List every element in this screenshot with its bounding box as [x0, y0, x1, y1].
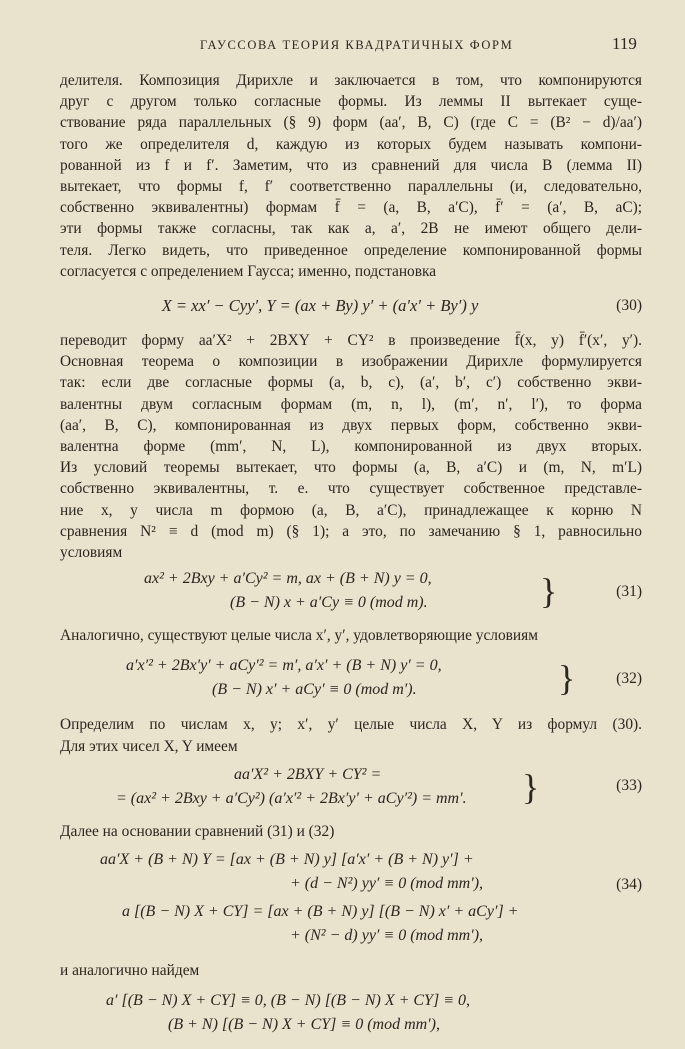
equation-32	[60, 654, 642, 706]
text-line: ствование ряда параллельных (§ 9) форм (aa′, B, C) (где C = (B² − d)/aa′)	[60, 114, 642, 132]
paragraph-similarly	[60, 960, 642, 981]
text-line: вытекает, что формы f, f′ соответственно параллельны (и, следовательно,	[60, 178, 642, 196]
paragraph-further	[60, 821, 642, 842]
equation-32-number: (32)	[616, 670, 642, 688]
equation-31	[60, 567, 642, 617]
text-line: согласуется с определением Гаусса; именно, подстановка	[60, 262, 437, 280]
paragraph-define-xy	[60, 714, 642, 756]
equation-34-line2: + (d − N²) yy′ ≡ 0 (mod mm′),	[290, 875, 484, 893]
page-number: 119	[612, 34, 637, 53]
text-line: рованной из f и f′. Заметим, что из сравнений для числа B (лемма II)	[60, 156, 642, 174]
equation-35-line1: a′ [(B − N) X + CY] ≡ 0, (B − N) [(B − N) X + CY] ≡ 0,	[106, 992, 470, 1010]
right-brace: }	[540, 571, 558, 612]
equation-33-line2: = (ax² + 2Bxy + a′Cy²) (a′x′² + 2Bx′y′ + aCy′²) = mm′.	[116, 789, 467, 807]
equation-32-line2: (B − N) x′ + aCy′ ≡ 0 (mod m′).	[212, 681, 417, 699]
paragraph-composition-intro	[60, 70, 642, 282]
equation-34-number: (34)	[616, 876, 642, 894]
text-line: друг с другом только согласные формы. Из леммы II вытекает суще-	[60, 93, 642, 111]
text-line: валентна форме (mm′, N, L), компонированной из двух вторых.	[60, 438, 642, 456]
text-line: (aa′, B, C), компонированная из двух первых форм, собственно экви-	[60, 416, 642, 434]
paragraph-analogously	[60, 625, 642, 646]
running-title: ГАУССОВА ТЕОРИЯ КВАДРАТИЧНЫХ ФОРМ	[200, 38, 514, 52]
text-line: того же определителя d, каждую из которых будем называть компони-	[60, 135, 642, 153]
equation-35-line2: (B + N) [(B − N) X + CY] ≡ 0 (mod mm′),	[168, 1016, 441, 1034]
right-brace: }	[558, 658, 576, 699]
page-header	[0, 34, 685, 58]
text-line: Аналогично, существуют целые числа x′, y′, удовлетворяющие условиям	[60, 627, 538, 645]
equation-34	[60, 848, 642, 952]
equation-35	[60, 989, 642, 1041]
text-line: собственно эквивалентны) формам f̄ = (a, B, a′C), f̄′ = (a′, B, aC);	[60, 199, 642, 217]
text-line: ние x, y числа m формою (a, B, a′C), принадлежащее к корню N	[60, 501, 642, 519]
equation-30-text: X = xx′ − Cyy′, Y = (ax + By) y′ + (a′x′ + By′) y	[161, 296, 479, 316]
text-line: переводит форму aa′X² + 2BXY + CY² в произведение f̄(x, y) f̄′(x′, y′).	[60, 332, 642, 350]
equation-34-line3: a [(B − N) X + CY] = [ax + (B + N) y] [(B − N) x′ + aCy′] +	[122, 903, 519, 921]
text-line: так: если две согласные формы (a, b, c), (a′, b′, c′) собственно экви-	[60, 374, 642, 392]
equation-32-line1: a′x′² + 2Bx′y′ + aCy′² = m′, a′x′ + (B + N) y′ = 0,	[126, 657, 442, 675]
equation-33	[60, 763, 642, 813]
text-line: делителя. Композиция Дирихле и заключается в том, что компонируются	[60, 72, 642, 89]
text-line: Для этих чисел X, Y имеем	[60, 737, 238, 755]
equation-34-line1: aa′X + (B + N) Y = [ax + (B + N) y] [a′x′ + (B + N) y′] +	[100, 851, 474, 869]
equation-31-line2: (B − N) x + a′Cy ≡ 0 (mod m).	[230, 594, 428, 612]
text-line: эти формы также согласны, так как a, a′, 2B не имеют общего дели-	[60, 220, 642, 238]
text-line: условиям	[60, 544, 123, 562]
page-body	[60, 70, 642, 1049]
equation-34-line4: + (N² − d) yy′ ≡ 0 (mod mm′),	[290, 927, 484, 945]
equation-33-number: (33)	[616, 776, 642, 794]
equation-33-line1: aa′X² + 2BXY + CY² =	[234, 765, 382, 783]
text-line: и аналогично найдем	[60, 962, 200, 980]
equation-31-line1: ax² + 2Bxy + a′Cy² = m, ax + (B + N) y = 0,	[144, 570, 432, 588]
text-line: сравнения N² ≡ d (mod m) (§ 1); а это, по замечанию § 1, равносильно	[60, 522, 642, 540]
text-line: Определим по числам x, y; x′, y′ целые числа X, Y из формул (30).	[60, 716, 642, 734]
paragraph-dirichlet-theorem	[60, 330, 642, 563]
text-line: теля. Легко видеть, что приведенное определение компонированной формы	[60, 241, 642, 259]
equation-31-number: (31)	[616, 583, 642, 601]
text-line: собственно эквивалентны, т. е. что существует собственное представле-	[60, 480, 642, 498]
text-line: Основная теорема о композиции в изображении Дирихле формулируется	[60, 353, 642, 371]
right-brace: }	[522, 766, 540, 807]
text-line: валентны двум согласным формам (m, n, l), (m′, n′, l′), то форма	[60, 395, 642, 413]
text-line: Из условий теоремы вытекает, что формы (a, B, a′C) и (m, N, m′L)	[60, 459, 642, 477]
equation-30	[60, 292, 642, 322]
text-line: Далее на основании сравнений (31) и (32)	[60, 822, 335, 840]
equation-30-number: (30)	[616, 297, 642, 315]
